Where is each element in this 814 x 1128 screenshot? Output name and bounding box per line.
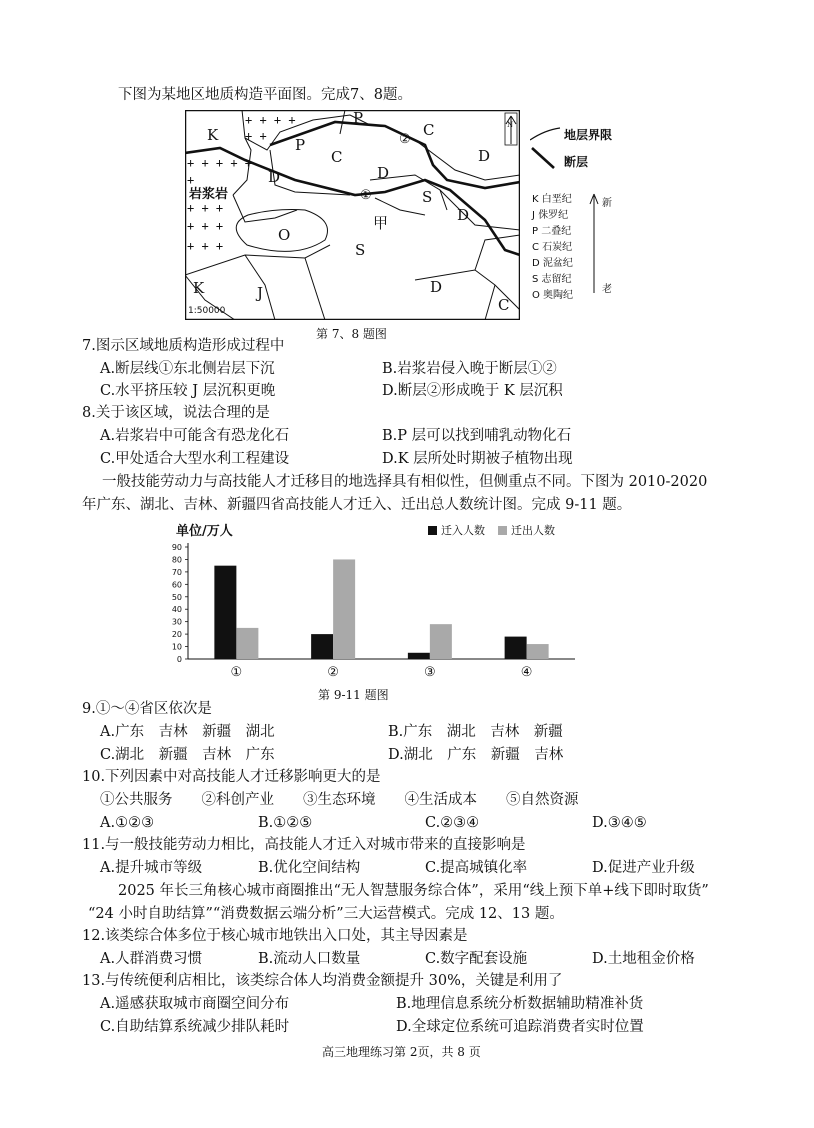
q10-option-a[interactable]: A.①②③ (100, 815, 155, 831)
q7-option-c[interactable]: C.水平挤压较 J 层沉积更晚 (100, 383, 276, 399)
label-C-mid: C (331, 148, 343, 166)
fault-symbol (532, 148, 554, 168)
svg-text:+ + + +: + + + + (245, 113, 296, 127)
legend-label-2: 迁出人数 (511, 524, 555, 537)
bar-in-4 (505, 637, 527, 659)
y-tick-label: 50 (171, 592, 182, 602)
q9-stem: 9.①～④省区依次是 (82, 701, 212, 717)
geologic-map (185, 110, 520, 320)
legend-stratum-P: P 二叠纪 (532, 226, 572, 237)
q9-option-a[interactable]: A.广东 吉林 新疆 湖北 (100, 724, 275, 740)
legend-stratum-J: J 侏罗纪 (532, 210, 569, 221)
legend-stratum-C: C 石炭纪 (532, 242, 573, 253)
x-tick-label: ① (230, 665, 243, 680)
bar-in-1 (214, 566, 236, 659)
svg-text:+ + +: + + + (187, 219, 224, 233)
legend-stratum-S: S 志留纪 (532, 274, 572, 285)
bar-out-2 (333, 559, 355, 659)
label-D-mid: D (377, 164, 390, 182)
migration-bar-chart (150, 517, 590, 687)
q8-option-b[interactable]: B.P 层可以找到哺乳动物化石 (382, 428, 572, 444)
y-tick-label: 70 (171, 567, 182, 577)
age-arrow (590, 194, 598, 293)
q7-option-b[interactable]: B.岩浆岩侵入晚于断层①② (382, 361, 557, 377)
label-O: O (278, 226, 291, 244)
q12-option-a[interactable]: A.人群消费习惯 (100, 951, 203, 967)
legend-label-1: 迁入人数 (441, 524, 485, 537)
label-D-left: D (268, 168, 281, 186)
q8-option-d[interactable]: D.K 层所处时期被子植物出现 (382, 451, 573, 467)
x-tick-label: ② (327, 665, 339, 680)
legend-swatch-2 (498, 526, 507, 535)
label-K-top: K (207, 126, 219, 144)
q12-option-b[interactable]: B.流动人口数量 (258, 951, 361, 967)
label-P: P (295, 136, 306, 154)
intro-store-line1: 2025 年长三角核心城市商圈推出“无人智慧服务综合体”，采用“线上预下单+线下即时取货” (118, 883, 709, 899)
svg-text:+ + +: + + + (187, 239, 224, 253)
y-tick-label: 40 (171, 605, 182, 615)
map-caption: 第 7、8 题图 (316, 327, 387, 341)
q12-option-d[interactable]: D.土地租金价格 (592, 951, 695, 967)
q8-option-a[interactable]: A.岩浆岩中可能含有恐龙化石 (100, 428, 290, 444)
x-tick-label: ③ (424, 665, 436, 680)
chart-caption: 第 9-11 题图 (318, 688, 389, 702)
legend-stratum-O: O 奥陶纪 (532, 290, 574, 301)
svg-text:+ + +: + + + (187, 201, 224, 215)
label-C-top: C (423, 121, 435, 139)
legend-boundary: 地层界限 (564, 128, 613, 142)
svg-text:+: + (187, 173, 195, 187)
legend-swatch-1 (428, 526, 437, 535)
q13-stem: 13.与传统便利店相比，该类综合体人均消费金额提升 30%，关键是利用了 (82, 973, 563, 989)
north-arrow (505, 113, 517, 145)
q12-option-c[interactable]: C.数字配套设施 (425, 951, 528, 967)
page-footer: 高三地理练习第 2页，共 8 页 (322, 1045, 481, 1059)
label-D-bottom: D (430, 278, 443, 296)
map-legend (530, 118, 630, 318)
x-tick-label: ④ (520, 665, 533, 680)
q11-option-c[interactable]: C.提高城镇化率 (425, 860, 528, 876)
bar-out-4 (527, 644, 549, 659)
svg-text:+ +: + + (245, 129, 267, 143)
q7-stem: 7.图示区域地质构造形成过程中 (82, 338, 285, 354)
intro-geology: 下图为某地区地质构造平面图。完成7、8题。 (118, 87, 412, 103)
label-magma: 岩浆岩 (189, 187, 229, 202)
label-P-top: P (353, 110, 364, 127)
legend-new: 新 (602, 198, 612, 209)
label-jia: 甲 (373, 214, 389, 232)
q9-option-c[interactable]: C.湖北 新疆 吉林 广东 (100, 747, 275, 763)
q10-factors: ①公共服务 ②科创产业 ③生态环境 ④生活成本 ⑤自然资源 (100, 792, 579, 808)
label-K-bottom: K (193, 279, 205, 297)
svg-text:+ + + + +: + + + + + (187, 156, 253, 170)
chart-ylabel: 单位/万人 (176, 524, 233, 539)
map-scale: 1:50000 (188, 306, 226, 316)
intro-talent-line1: 一般技能劳动力与高技能人才迁移目的地选择具有相似性，但侧重点不同。下图为 2010-2020 (102, 474, 708, 490)
q7-option-a[interactable]: A.断层线①东北侧岩层下沉 (100, 361, 275, 377)
q11-option-b[interactable]: B.优化空间结构 (258, 860, 361, 876)
q13-option-b[interactable]: B.地理信息系统分析数据辅助精准补货 (396, 996, 644, 1012)
bar-in-2 (311, 634, 333, 659)
legend-fault: 断层 (564, 155, 589, 169)
y-tick-label: 0 (176, 655, 182, 664)
y-tick-label: 90 (171, 543, 182, 552)
q13-option-d[interactable]: D.全球定位系统可追踪消费者实时位置 (396, 1019, 644, 1035)
y-tick-label: 20 (171, 630, 182, 640)
label-C-bottom: C (498, 296, 510, 314)
y-tick-label: 80 (171, 555, 182, 565)
label-S-upper: S (422, 188, 433, 206)
intro-talent-line2: 年广东、湖北、吉林、新疆四省高技能人才迁入、迁出总人数统计图。完成 9-11 题。 (82, 497, 632, 513)
boundary-symbol (530, 128, 560, 140)
q10-option-d[interactable]: D.③④⑤ (592, 815, 647, 831)
q8-stem: 8.关于该区域，说法合理的是 (82, 405, 270, 421)
chart-legend (428, 523, 555, 537)
bar-in-3 (408, 653, 430, 659)
q7-option-d[interactable]: D.断层②形成晚于 K 层沉积 (382, 383, 563, 399)
label-J: J (257, 284, 264, 302)
q11-stem: 11.与一般技能劳动力相比，高技能人才迁入对城市带来的直接影响是 (82, 837, 526, 853)
legend-stratum-K: K 白垩纪 (532, 194, 572, 205)
y-tick-label: 60 (171, 580, 182, 590)
bar-out-3 (430, 624, 452, 659)
label-D-right: D (478, 147, 491, 165)
q12-stem: 12.该类综合体多位于核心城市地铁出入口处，其主导因素是 (82, 928, 468, 944)
label-S-lower: S (355, 241, 366, 259)
label-D-east: D (457, 206, 470, 224)
fault-2-marker: ② (399, 132, 411, 147)
q9-option-d[interactable]: D.湖北 广东 新疆 吉林 (388, 747, 564, 763)
bar-out-1 (236, 628, 258, 659)
legend-old: 老 (602, 284, 612, 295)
q10-stem: 10.下列因素中对高技能人才迁移影响更大的是 (82, 769, 381, 785)
fault-1-marker: ① (360, 188, 372, 203)
y-tick-label: 30 (171, 617, 182, 627)
q11-option-d[interactable]: D.促进产业升级 (592, 860, 695, 876)
q11-option-a[interactable]: A.提升城市等级 (100, 860, 203, 876)
q10-option-b[interactable]: B.①②⑤ (258, 815, 313, 831)
q9-option-b[interactable]: B.广东 湖北 吉林 新疆 (388, 724, 563, 740)
q13-option-c[interactable]: C.自助结算系统减少排队耗时 (100, 1019, 290, 1035)
q10-option-c[interactable]: C.②③④ (425, 815, 480, 831)
intro-store-line2: “24 小时自助结算”“消费数据云端分析”三大运营模式。完成 12、13 题。 (88, 906, 564, 922)
q8-option-c[interactable]: C.甲处适合大型水利工程建设 (100, 451, 290, 467)
legend-stratum-D: D 泥盆纪 (532, 258, 573, 269)
q13-option-a[interactable]: A.遥感获取城市商圈空间分布 (100, 996, 290, 1012)
svg-text:N: N (507, 121, 514, 129)
y-tick-label: 10 (171, 642, 182, 652)
